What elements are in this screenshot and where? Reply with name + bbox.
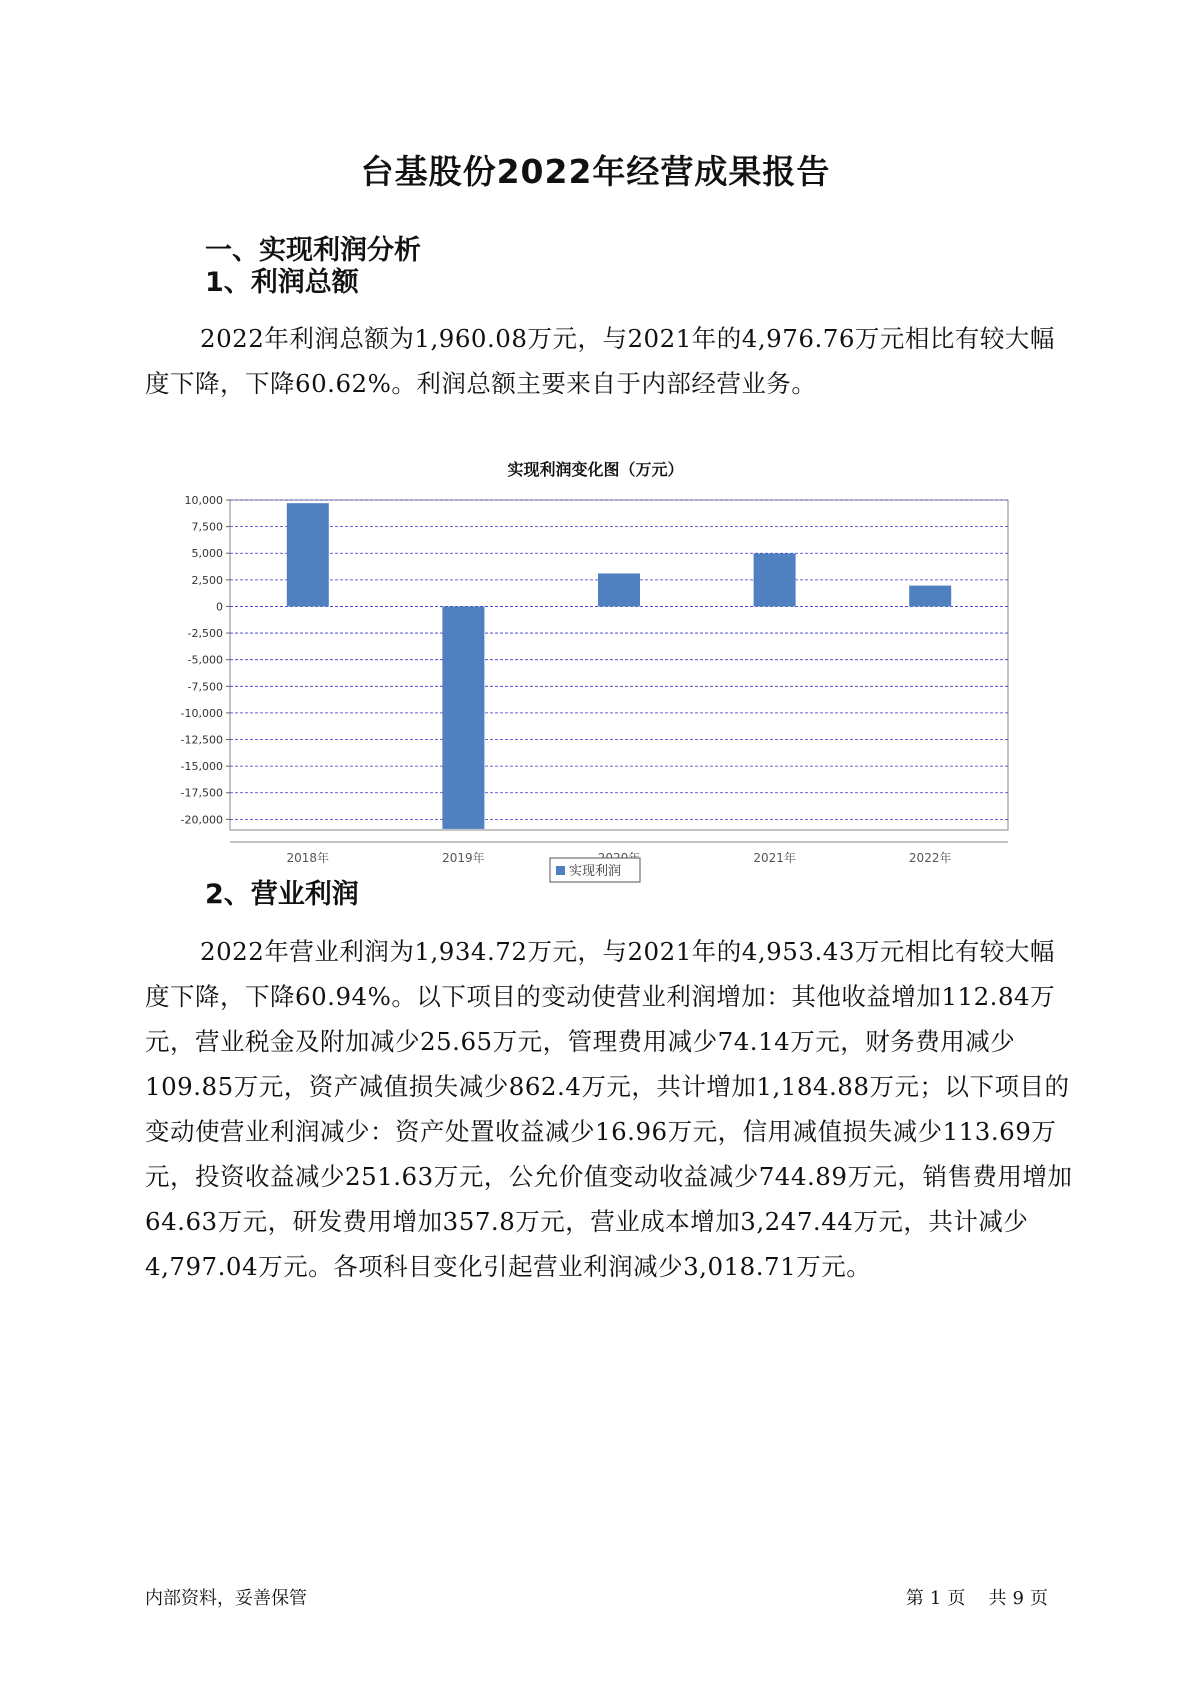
bar-2019年 — [442, 606, 484, 828]
x-tick-label: 2018年 — [286, 851, 330, 865]
x-tick-label: 2021年 — [753, 851, 796, 865]
bar-2021年 — [754, 553, 796, 606]
subsection-heading-total-profit: 1、利润总额 — [205, 267, 359, 298]
y-tick-label: -7,500 — [187, 680, 223, 694]
y-tick-label: -10,000 — [180, 706, 223, 720]
page-label-suffix: 页 — [947, 1588, 966, 1609]
total-profit-paragraph: 2022年利润总额为1,960.08万元，与2021年的4,976.76万元相比有较大幅度下降，下降60.62%。利润总额主要来自于内部经营业务。 — [145, 324, 1055, 398]
chart-title: 实现利润变化图（万元） — [507, 460, 684, 479]
document-title: 台基股份2022年经营成果报告 — [360, 152, 831, 191]
x-tick-label: 2022年 — [908, 851, 952, 865]
bar-2020年 — [598, 573, 640, 606]
bar-2018年 — [287, 503, 329, 606]
page-number: 1 — [929, 1588, 942, 1609]
plot-area — [230, 500, 1008, 830]
section-heading-profit-analysis: 一、实现利润分析 — [205, 235, 421, 266]
page-label-prefix: 第 — [905, 1588, 924, 1609]
y-tick-label: 10,000 — [184, 494, 223, 507]
operating-profit-paragraph: 2022年营业利润为1,934.72万元，与2021年的4,953.43万元相比有较大幅度下降，下降60.94%。以下项目的变动使营业利润增加：其他收益增加112.84万元，营业税金及附加减少25.65万元，管理费用减少74.14万元，财务费用减少109.85万元，资产减值损失减少862.4万元，共计增加1,184.88万元；以下项目的变动使营业利润减少：资产处置收益减少16.96万元，信用减值损失减少113.69万元，投资收益减少251.63万元，公允价值变动收益减少744.89万元，销售费用增加64.63万元，研发费用增加357.8万元，营业成本增加3,247.44万元，共计减少4,797.04万元。各项科目变化引起营业利润减少3,018.71万元。 — [145, 937, 1073, 1281]
legend-swatch — [556, 866, 565, 875]
y-tick-label: -2,500 — [187, 627, 223, 641]
x-tick-label: 2019年 — [442, 851, 485, 865]
y-tick-label: 2,500 — [191, 573, 223, 587]
footer-confidential-note: 内部资料，妥善保管 — [145, 1588, 307, 1609]
y-tick-label: -5,000 — [187, 653, 223, 667]
bar-2022年 — [909, 586, 951, 607]
y-tick-label: -17,500 — [180, 786, 223, 800]
y-tick-label: -12,500 — [180, 733, 223, 747]
y-tick-label: -20,000 — [180, 813, 223, 827]
total-label-suffix: 页 — [1030, 1588, 1048, 1609]
y-tick-label: -15,000 — [180, 760, 223, 774]
total-label-prefix: 共 — [988, 1588, 1007, 1609]
legend-label: 实现利润 — [569, 864, 622, 879]
y-tick-label: 5,000 — [191, 547, 223, 561]
subsection-heading-operating-profit: 2、营业利润 — [205, 879, 359, 910]
footer-page-info — [903, 1584, 1051, 1610]
y-tick-label: 7,500 — [191, 520, 223, 534]
y-tick-label: 0 — [216, 600, 223, 614]
profit-bar-chart — [160, 450, 1020, 910]
total-pages: 9 — [1012, 1588, 1024, 1609]
